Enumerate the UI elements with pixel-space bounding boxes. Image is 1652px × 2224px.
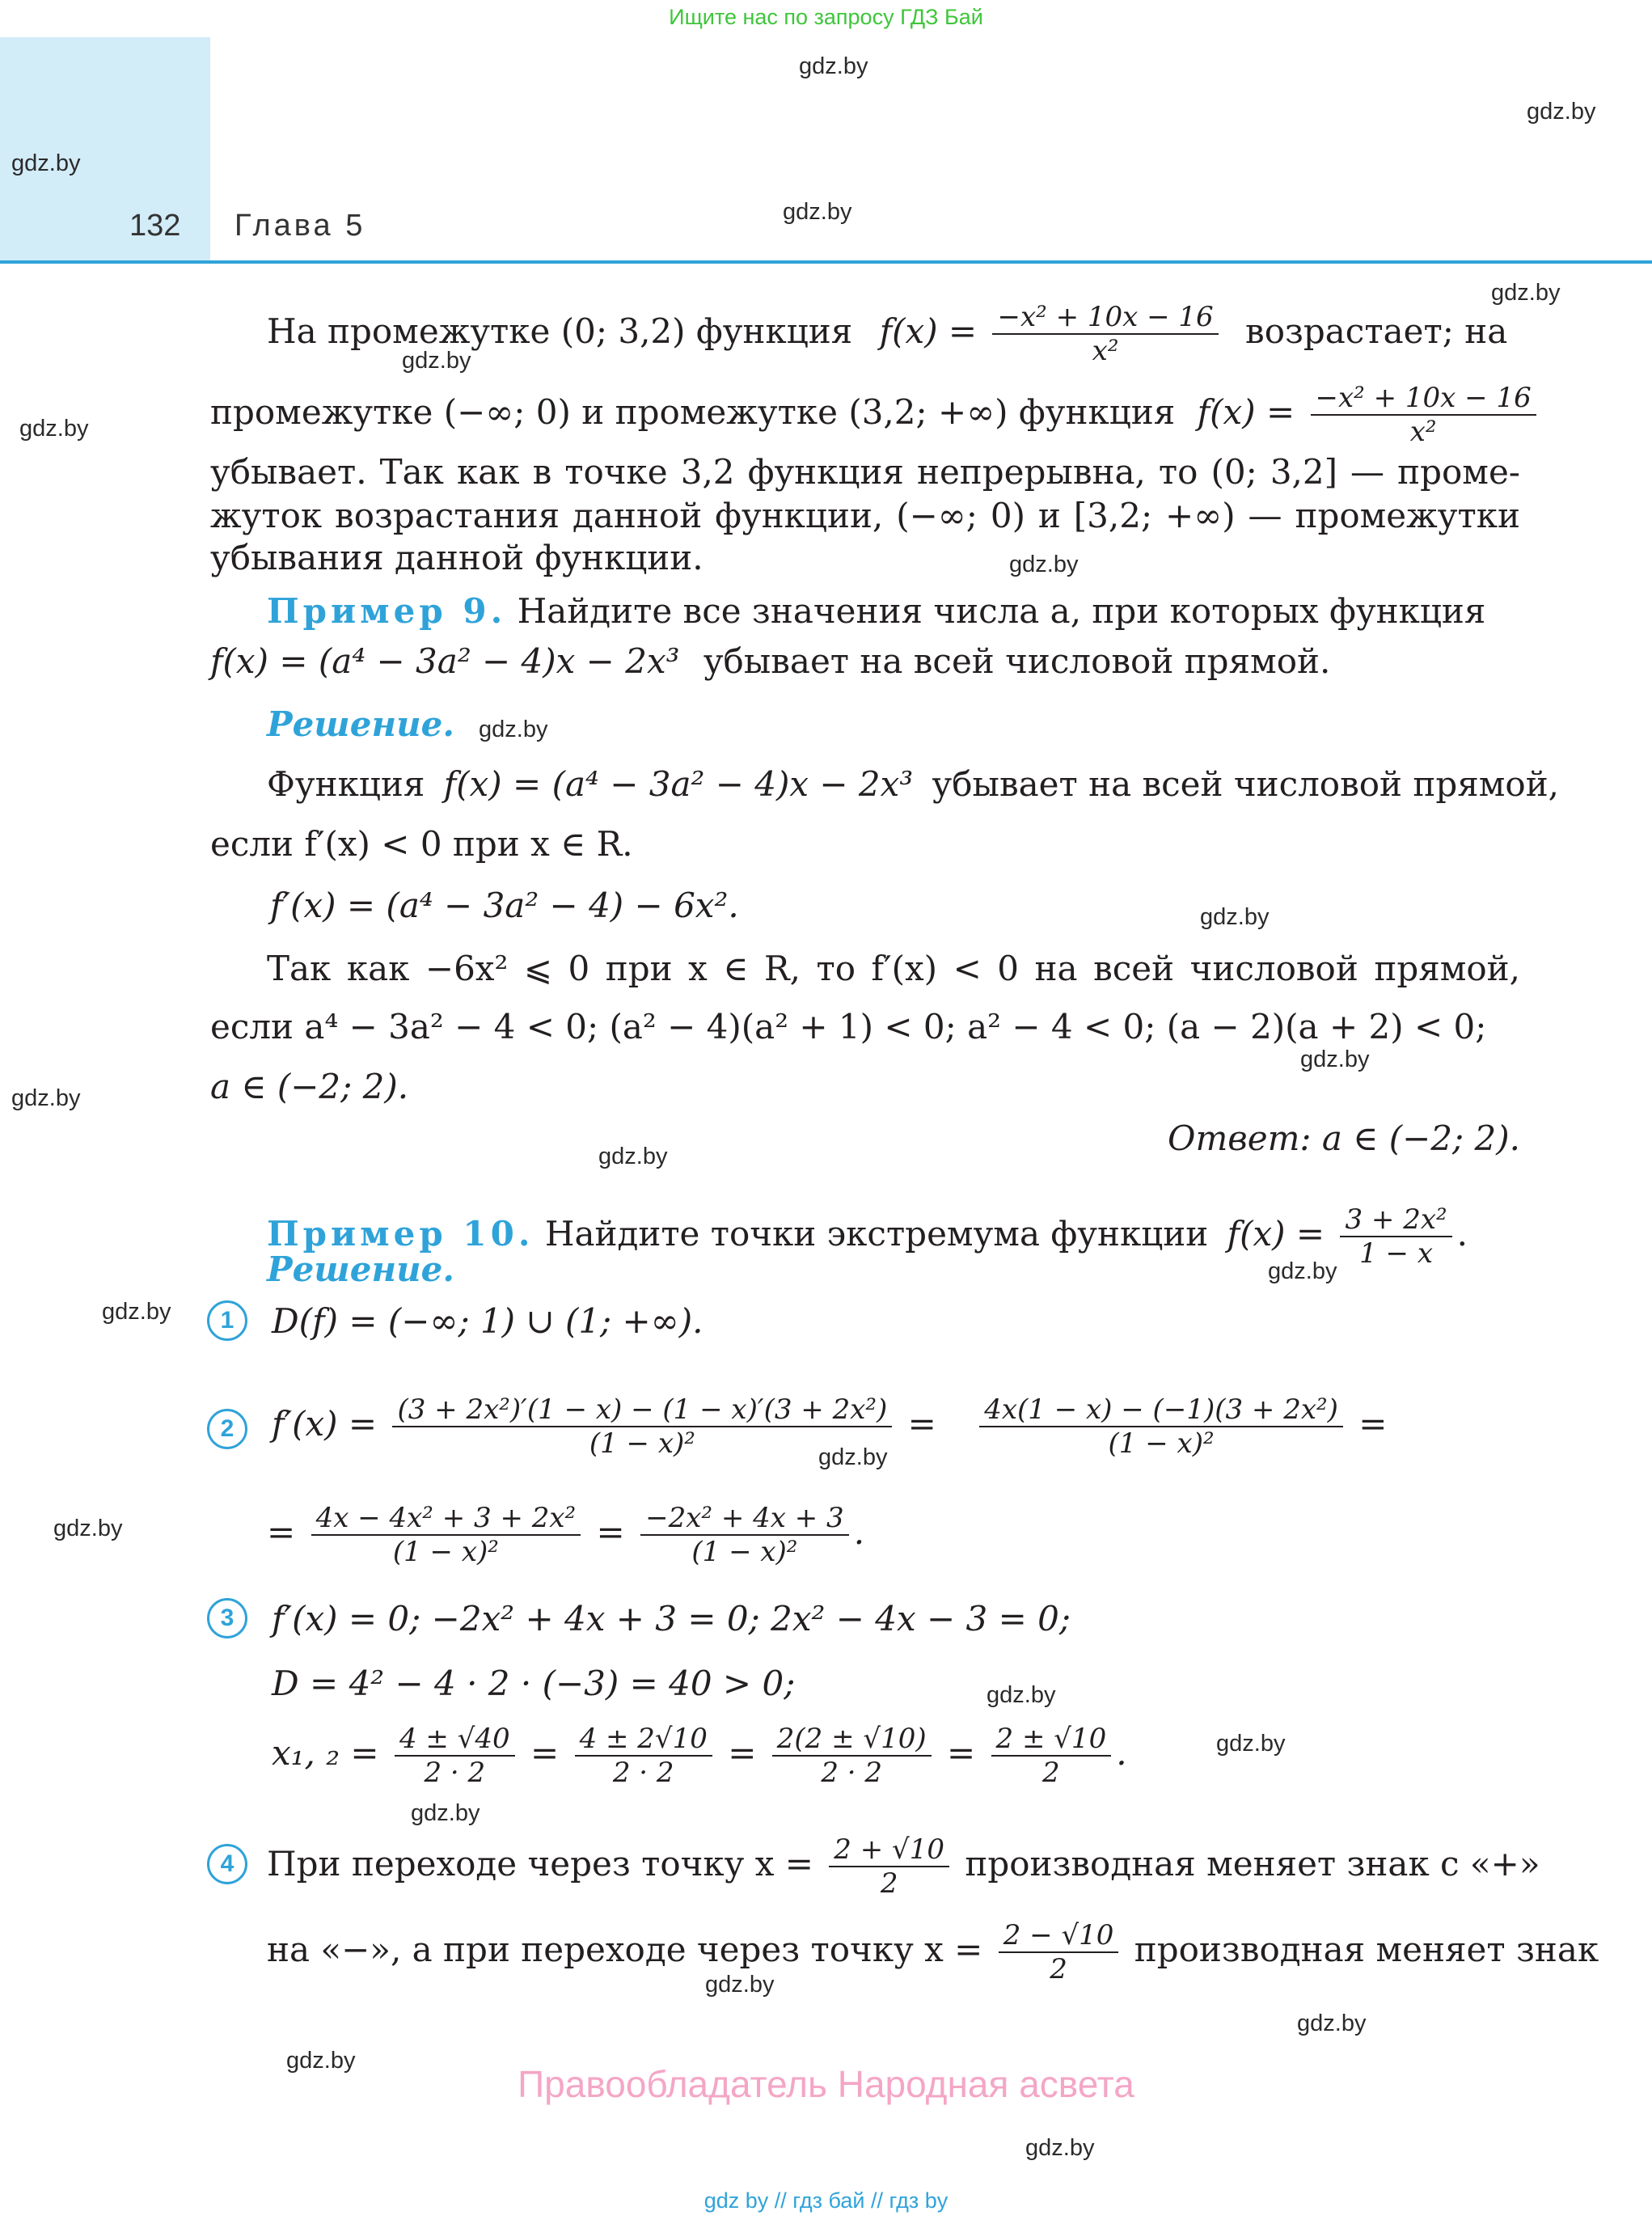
ex10-label: Пример 10.: [267, 1214, 534, 1254]
ex9-solution-label: Решение.: [267, 704, 454, 744]
fraction: $\frac{2 - √10}{2}$: [999, 1919, 1119, 1985]
fraction: $\frac{4 \pm 2√10}{2 \cdot 2}$: [575, 1723, 712, 1789]
ex10-step-3-line-3: x₁, ₂ = $\frac{4 \pm √40}{2 \cdot 2}$ = $\frac{4 \pm 2√10}{2 \cdot 2}$ = $\frac{2(2 \pm √10)}{2 \cdot 2}$ = $\frac{2 \pm √10}{2}$ .: [272, 1723, 1127, 1789]
watermark: gdz.by: [1216, 1731, 1286, 1757]
fraction: $\frac{\text{(3 + 2x²)′(1 − x) − (1 − x)′(3 + 2x²)}}{\text{(1 − x)²}}$: [392, 1393, 892, 1460]
step-2-marker: 2: [207, 1409, 247, 1449]
ex9-answer: Ответ: a ∈ (−2; 2).: [1168, 1118, 1520, 1158]
watermark: gdz.by: [102, 1299, 171, 1325]
fraction: $\frac{\text{3 + 2x²}}{1 - x}$: [1340, 1203, 1451, 1270]
watermark: gdz.by: [1297, 2010, 1367, 2036]
fraction: $\frac{\text{−x² + 10x − 16}}{\text{x²}}$: [1311, 382, 1536, 448]
step-3-marker: 3: [207, 1598, 247, 1638]
p1-line-3: убывает. Так как в точке 3,2 функция непрерывна, то (0; 3,2] — проме-: [210, 452, 1520, 492]
fraction: $\frac{2(2 \pm √10)}{2 \cdot 2}$: [772, 1723, 932, 1789]
fraction: $\frac{\text{−2x² + 4x + 3}}{\text{(1 − x)²}}$: [640, 1502, 849, 1568]
watermark: gdz.by: [705, 1972, 775, 1998]
watermark: gdz.by: [1491, 280, 1561, 306]
watermark: gdz.by: [286, 2048, 356, 2074]
ex10-step-2-line-2: = $\frac{\text{4x − 4x² + 3 + 2x²}}{\text{(1 − x)²}}$ = $\frac{\text{−2x² + 4x + 3}}{\text{(1 − x)²}}$ .: [267, 1502, 865, 1568]
ex9-sol-line-6: a ∈ (−2; 2).: [210, 1067, 409, 1106]
watermark: gdz.by: [1527, 99, 1596, 125]
ex9-line-1: Пример 9. Найдите все значения числа a, при которых функция: [267, 591, 1486, 631]
watermark: gdz.by: [53, 1516, 123, 1541]
fraction: $\frac{\text{4x − 4x² + 3 + 2x²}}{\text{(1 − x)²}}$: [311, 1502, 581, 1568]
ex10-step-2-line-1: f′(x) = $\frac{\text{(3 + 2x²)′(1 − x) − (1 − x)′(3 + 2x²)}}{\text{(1 − x)²}}$ = $\frac{\text{4x(1 − x) − (−1)(3 + 2x²)}}{\text{(1 − x)²}}$ =: [272, 1393, 1388, 1460]
watermark: gdz.by: [598, 1144, 668, 1169]
ex9-line-2: f(x) = (a⁴ − 3a² − 4)x − 2x³ убывает на всей числовой прямой.: [210, 641, 1331, 681]
ex10-step-3-line-1: f′(x) = 0; −2x² + 4x + 3 = 0; 2x² − 4x − 3 = 0;: [272, 1599, 1071, 1638]
fraction: $\frac{\text{−x² + 10x − 16}}{\text{x²}}$: [992, 301, 1218, 367]
ex10-step-4-line-2: на «−», а при переходе через точку x = $\frac{2 - √10}{2}$ производная меняет знак: [267, 1919, 1599, 1985]
ex9-sol-line-3: f′(x) = (a⁴ − 3a² − 4) − 6x².: [270, 886, 739, 925]
watermark: gdz.by: [799, 53, 868, 79]
watermark: gdz.by: [411, 1800, 480, 1826]
ex10-solution-label: Решение.: [267, 1249, 454, 1289]
watermark: gdz.by: [1025, 2135, 1095, 2161]
watermark: gdz.by: [1300, 1046, 1370, 1072]
footer-links[interactable]: gdz by // гдз бай // гдз by: [703, 2188, 949, 2213]
step-4-marker: 4: [207, 1844, 247, 1884]
fraction: $\frac{4 \pm √40}{2 \cdot 2}$: [395, 1723, 515, 1789]
ex10-step-1: D(f) = (−∞; 1) ∪ (1; +∞).: [272, 1301, 703, 1341]
watermark: gdz.by: [402, 348, 471, 374]
ex9-sol-line-4: Так как −6x² ⩽ 0 при x ∈ R, то f′(x) < 0 на всей числовой прямой,: [267, 949, 1520, 988]
p1-line-2: промежутке (−∞; 0) и промежутке (3,2; +∞) функция f(x) = $\frac{\text{−x² + 10x − 16}}{\text{x²}}$: [210, 382, 1520, 448]
ex9-sol-line-1: Функция f(x) = (a⁴ − 3a² − 4)x − 2x³ убывает на всей числовой прямой,: [267, 764, 1560, 804]
watermark: gdz.by: [783, 199, 852, 225]
fraction: $\frac{2 + √10}{2}$: [829, 1833, 949, 1900]
top-search-note: Ищите нас по запросу ГДЗ Бай: [669, 5, 983, 29]
ex10-line-1: Пример 10. Найдите точки экстремума функции f(x) = $\frac{\text{3 + 2x²}}{1 - x}$ .: [267, 1203, 1468, 1270]
watermark: gdz.by: [987, 1682, 1056, 1708]
watermark: gdz.by: [818, 1444, 888, 1470]
p1-line-5: убывания данной функции.: [210, 538, 703, 577]
watermark: gdz.by: [479, 717, 548, 742]
ex9-sol-line-2: если f′(x) < 0 при x ∈ R.: [210, 824, 633, 864]
watermark: gdz.by: [1009, 552, 1079, 577]
watermark: gdz.by: [11, 1085, 81, 1111]
watermark: gdz.by: [1268, 1258, 1337, 1284]
fraction: $\frac{\text{4x(1 − x) − (−1)(3 + 2x²)}}{\text{(1 − x)²}}$: [979, 1393, 1343, 1460]
ex9-label: Пример 9.: [267, 591, 507, 631]
ex10-step-4-line-1: При переходе через точку x = $\frac{2 + √10}{2}$ производная меняет знак с «+»: [267, 1833, 1540, 1900]
watermark: gdz.by: [1200, 904, 1270, 930]
watermark: gdz.by: [11, 150, 81, 176]
step-1-marker: 1: [207, 1300, 247, 1341]
chapter-title: Глава 5: [234, 209, 366, 243]
ex10-step-3-line-2: D = 4² − 4 · 2 · (−3) = 40 > 0;: [272, 1664, 796, 1703]
copyright-owner: Правообладатель Народная асвета: [518, 2063, 1134, 2105]
page-number: 132: [129, 209, 181, 243]
p1-line-4: жуток возрастания данной функции, (−∞; 0) и [3,2; +∞) — промежутки: [210, 496, 1520, 535]
header-rule: [0, 260, 1652, 264]
fraction: $\frac{2 \pm √10}{2}$: [991, 1723, 1112, 1789]
p1-line-1: На промежутке (0; 3,2) функция f(x) = $\frac{\text{−x² + 10x − 16}}{\text{x²}}$ возрастает; на: [267, 301, 1508, 367]
ex9-sol-line-5: если a⁴ − 3a² − 4 < 0; (a² − 4)(a² + 1) < 0; a² − 4 < 0; (a − 2)(a + 2) < 0;: [210, 1007, 1487, 1046]
watermark: gdz.by: [19, 416, 89, 442]
